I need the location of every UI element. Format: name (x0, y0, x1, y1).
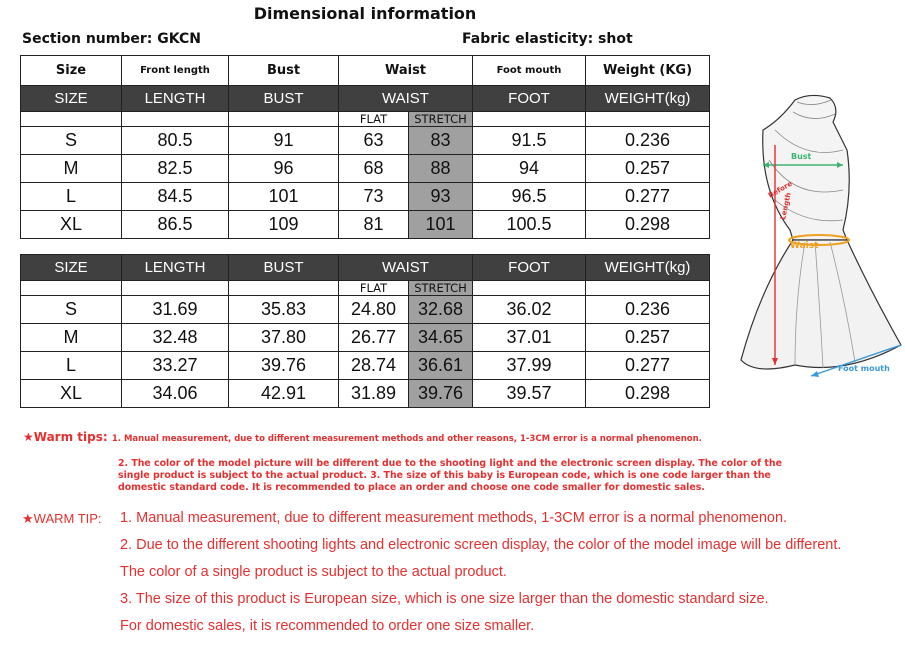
length-cell: 86.5 (122, 211, 229, 239)
size-cell: XL (21, 380, 122, 408)
section-number: Section number: GKCN (22, 31, 201, 47)
col-size: SIZE (21, 255, 122, 281)
garment-measurement-figure (735, 90, 905, 390)
table-row (21, 296, 710, 324)
weight-cell: 0.277 (586, 352, 710, 380)
bust-cell: 96 (229, 155, 339, 183)
size-cell: S (21, 127, 122, 155)
bust-cell: 91 (229, 127, 339, 155)
foot-mouth-label: Foot mouth (838, 364, 890, 373)
waist-stretch-cell: 88 (409, 155, 473, 183)
bust-cell: 101 (229, 183, 339, 211)
foot-cell: 39.57 (473, 380, 586, 408)
length-cell: 33.27 (122, 352, 229, 380)
bust-cell: 37.80 (229, 324, 339, 352)
bust-cell: 109 (229, 211, 339, 239)
weight-cell: 0.257 (586, 155, 710, 183)
warm-tip-line: For domestic sales, it is recommended to order one size smaller. (120, 618, 535, 634)
waist-stretch-cell: 32.68 (409, 296, 473, 324)
waist-stretch-cell: 83 (409, 127, 473, 155)
bust-label: Bust (791, 152, 812, 161)
waist-flat-cell: 73 (339, 183, 409, 211)
garment-skirt-shape (741, 240, 901, 369)
page-title: Dimensional information (253, 4, 477, 23)
waist-stretch-cell: 93 (409, 183, 473, 211)
waist-flat-cell: 26.77 (339, 324, 409, 352)
size-cell: M (21, 324, 122, 352)
size-cell: S (21, 296, 122, 324)
weight-cell: 0.298 (586, 380, 710, 408)
col-size: SIZE (21, 86, 122, 112)
col-bust: BUST (229, 255, 339, 281)
size-cell: XL (21, 211, 122, 239)
foot-cell: 91.5 (473, 127, 586, 155)
column-header-row (21, 255, 710, 281)
waist-stretch-cell: 101 (409, 211, 473, 239)
weight-cell: 0.298 (586, 211, 710, 239)
header-foot-mouth: Foot mouth (473, 56, 586, 86)
col-foot: FOOT (473, 255, 586, 281)
length-cell: 32.48 (122, 324, 229, 352)
table-row (21, 352, 710, 380)
col-foot: FOOT (473, 86, 586, 112)
fabric-elasticity: Fabric elasticity: shot (462, 31, 633, 47)
header-weight: Weight (KG) (586, 56, 710, 86)
warm-tip-line: The color of a single product is subject to the actual product. (120, 564, 507, 580)
col-bust: BUST (229, 86, 339, 112)
warm-tip-label: ★WARM TIP: (22, 511, 102, 526)
foot-cell: 37.99 (473, 352, 586, 380)
waist-flat-cell: 63 (339, 127, 409, 155)
foot-cell: 100.5 (473, 211, 586, 239)
foot-cell: 96.5 (473, 183, 586, 211)
table-row (21, 380, 710, 408)
waist-flat-cell: 81 (339, 211, 409, 239)
col-length: LENGTH (122, 86, 229, 112)
waist-flat-label: FLAT (339, 112, 409, 127)
warm-tips-label: ★Warm tips: (23, 430, 108, 444)
col-length: LENGTH (122, 255, 229, 281)
waist-stretch-cell: 36.61 (409, 352, 473, 380)
col-weight: WEIGHT(kg) (586, 86, 710, 112)
header-front-length: Front length (122, 56, 229, 86)
warm-tip-line: 3. The size of this product is European size, which is one size larger than the domestic standard size. (120, 591, 769, 607)
waist-stretch-cell: 39.76 (409, 380, 473, 408)
column-header-row (21, 86, 710, 112)
foot-cell: 36.02 (473, 296, 586, 324)
waist-label: Waist (790, 241, 819, 251)
col-weight: WEIGHT(kg) (586, 255, 710, 281)
waist-flat-cell: 24.80 (339, 296, 409, 324)
waist-flat-label: FLAT (339, 281, 409, 296)
weight-cell: 0.277 (586, 183, 710, 211)
weight-cell: 0.236 (586, 296, 710, 324)
size-table-inch (20, 254, 710, 408)
waist-flat-cell: 31.89 (339, 380, 409, 408)
waist-stretch-cell: 34.65 (409, 324, 473, 352)
warm-tips-line1 (23, 430, 702, 444)
table-row (21, 183, 710, 211)
waist-sub-row (21, 281, 710, 296)
header-size: Size (21, 56, 122, 86)
length-cell: 84.5 (122, 183, 229, 211)
size-table-cm (20, 55, 710, 239)
bust-cell: 39.76 (229, 352, 339, 380)
col-waist: WAIST (339, 86, 473, 112)
waist-sub-row (21, 112, 710, 127)
warm-tip-line: 2. Due to the different shooting lights and electronic screen display, the color of the model image will be different. (120, 537, 842, 553)
length-cell: 80.5 (122, 127, 229, 155)
size-cell: L (21, 352, 122, 380)
length-label: Length (779, 191, 793, 221)
table-row (21, 211, 710, 239)
length-cell: 82.5 (122, 155, 229, 183)
before-label: Before (767, 179, 794, 200)
header-row (21, 56, 710, 86)
col-waist: WAIST (339, 255, 473, 281)
size-cell: M (21, 155, 122, 183)
waist-stretch-label: STRETCH (409, 281, 473, 296)
warm-tips-text2: 2. The color of the model picture will be different due to the shooting light and the electronic screen display. The color of the single product is subject to the actual product. 3. The size of this baby is European code, which is one code larger than the domestic standard code. It is recommended to place an order and choose one code smaller for domestic sales. (118, 458, 782, 493)
warm-tips-text1: 1. Manual measurement, due to different measurement methods and other reasons, 1-3CM error is a normal phenomenon. (111, 434, 702, 444)
weight-cell: 0.236 (586, 127, 710, 155)
header-waist: Waist (339, 56, 473, 86)
header-bust: Bust (229, 56, 339, 86)
foot-cell: 37.01 (473, 324, 586, 352)
warm-tip-line: 1. Manual measurement, due to different measurement methods, 1-3CM error is a normal phenomenon. (120, 510, 788, 526)
foot-cell: 94 (473, 155, 586, 183)
bust-cell: 42.91 (229, 380, 339, 408)
bust-cell: 35.83 (229, 296, 339, 324)
waist-flat-cell: 68 (339, 155, 409, 183)
waist-flat-cell: 28.74 (339, 352, 409, 380)
foot-mouth-arrow-icon (811, 371, 819, 377)
length-cell: 34.06 (122, 380, 229, 408)
table-row (21, 127, 710, 155)
table-row (21, 324, 710, 352)
length-cell: 31.69 (122, 296, 229, 324)
waist-stretch-label: STRETCH (409, 112, 473, 127)
size-cell: L (21, 183, 122, 211)
table-row (21, 155, 710, 183)
weight-cell: 0.257 (586, 324, 710, 352)
